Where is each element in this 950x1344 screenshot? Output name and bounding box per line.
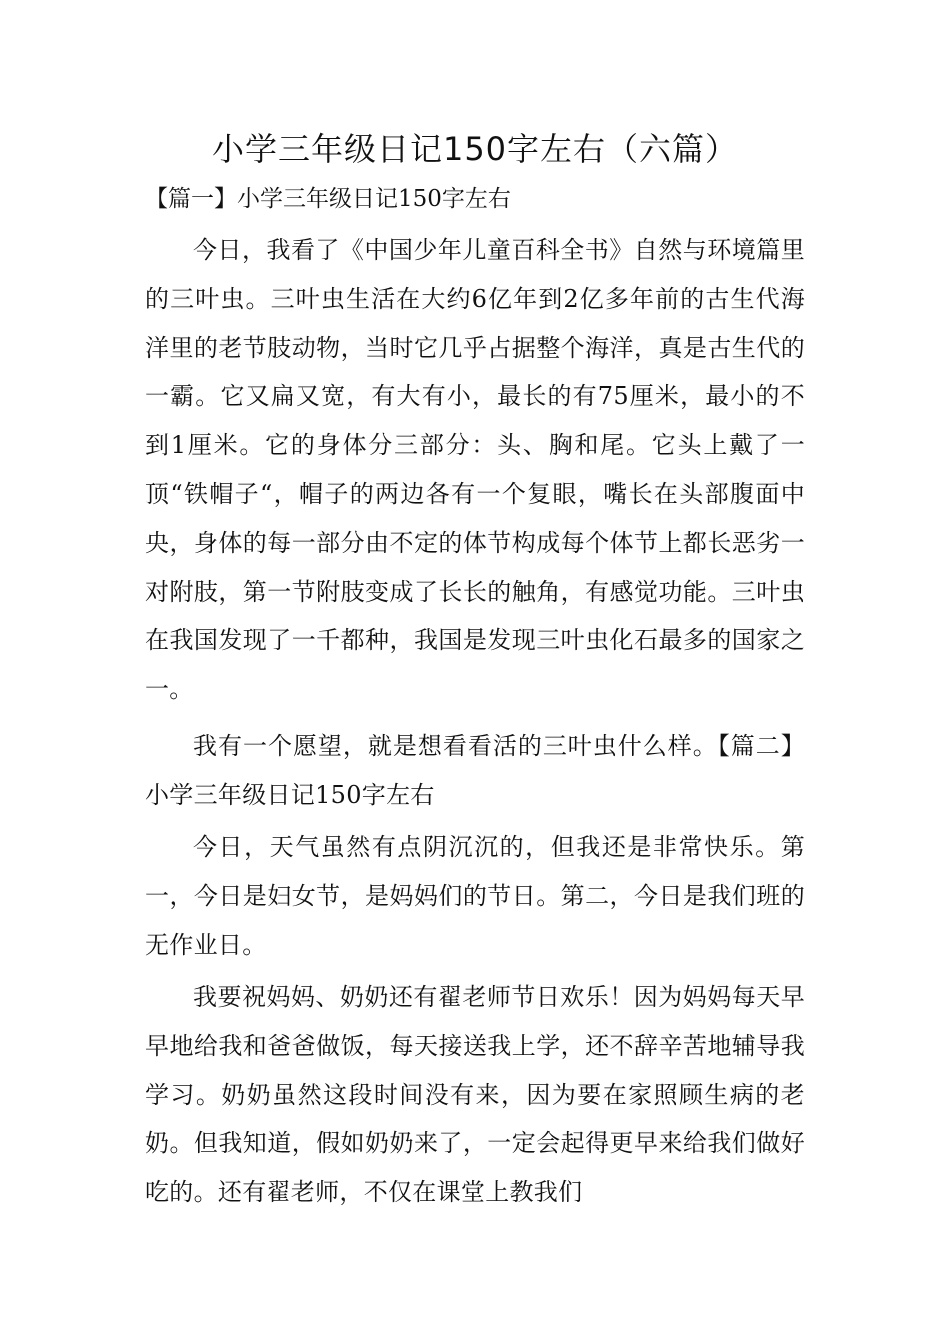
document-title: 小学三年级日记150字左右（六篇） xyxy=(211,130,739,168)
paragraph-3: 今日，天气虽然有点阴沉沉的，但我还是非常快乐。第一，今日是妇女节，是妈妈们的节日。第二，今日是我们班的无作业日。 xyxy=(145,833,805,959)
paragraph-2: 我有一个愿望，就是想看看活的三叶虫什么样。【篇二】小学三年级日记150字左右 xyxy=(145,732,805,809)
paragraph-1: 今日，我看了《中国少年儿童百科全书》自然与环境篇里的三叶虫。三叶虫生活在大约6亿年到2亿多年前的古生代海洋里的老节肢动物，当时它几乎占据整个海洋，真是古生代的一霸。它又扁又宽，有大有小，最长的有75厘米，最小的不到1厘米。它的身体分三部分：头、胸和尾。它头上戴了一顶“铁帽子“，帽子的两边各有一个复眼，嘴长在头部腹面中央，身体的每一部分由不定的体节构成每个体节上都长恶劣一对附肢，第一节附肢变成了长长的触角，有感觉功能。三叶虫在我国发现了一千都种，我国是发现三叶虫化石最多的国家之一。 xyxy=(145,236,805,704)
paragraph-4: 我要祝妈妈、奶奶还有翟老师节日欢乐！因为妈妈每天早早地给我和爸爸做饭，每天接送我上学，还不辞辛苦地辅导我学习。奶奶虽然这段时间没有来，因为要在家照顾生病的老奶。但我知道，假如奶奶来了，一定会起得更早来给我们做好吃的。还有翟老师，不仅在课堂上教我们 xyxy=(145,983,805,1207)
section-heading-1: 【篇一】小学三年级日记150字左右 xyxy=(145,186,511,212)
